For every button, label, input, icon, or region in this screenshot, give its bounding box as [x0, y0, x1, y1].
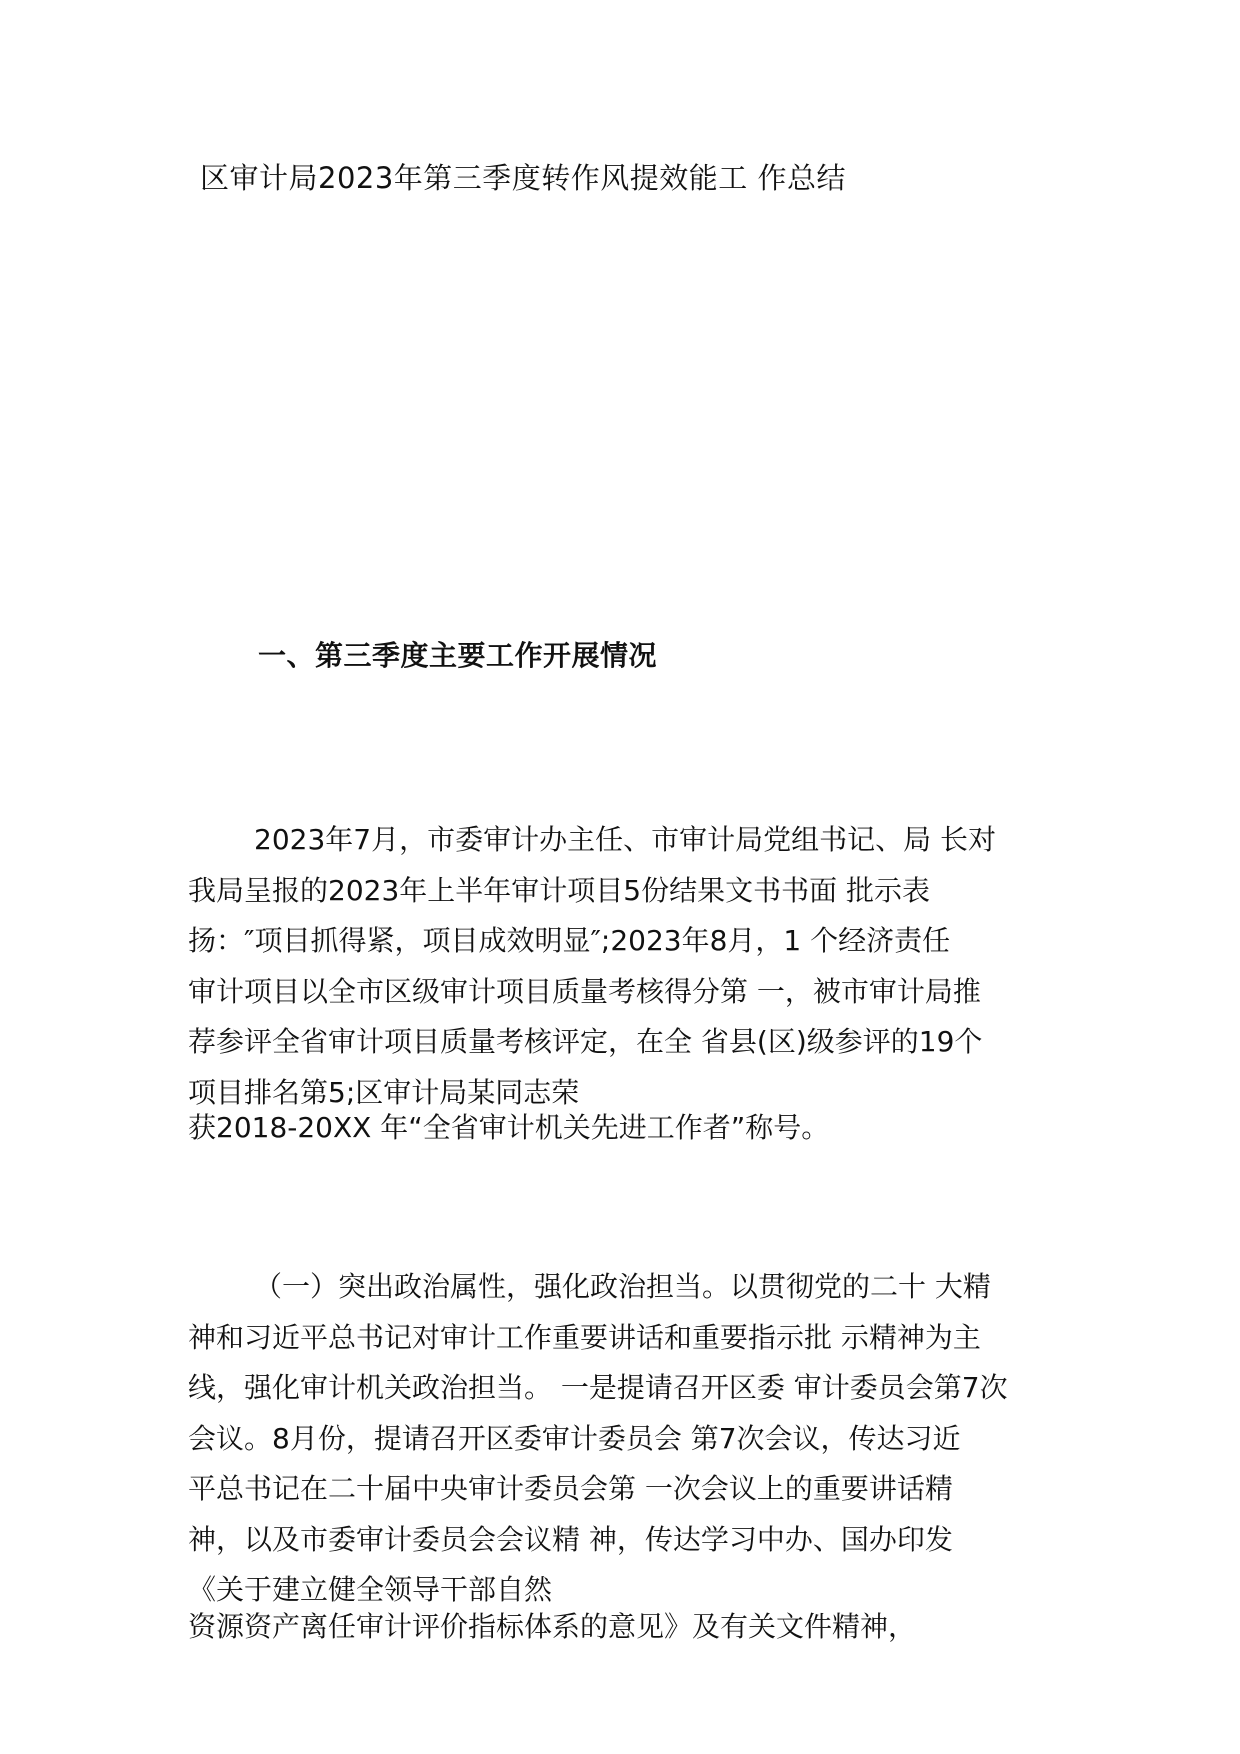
paragraph-line: （一）突出政治属性，强化政治担当。以贯彻党的二十 大精 [254, 1270, 991, 1303]
paragraph-line: 我局呈报的2023年上半年审计项目5份结果文书书面 批示表 [188, 873, 930, 907]
paragraph-award [188, 1103, 1054, 1154]
paragraph-line: 平总书记在二十届中央审计委员会第 一次会议上的重要讲话精 [188, 1472, 953, 1505]
paragraph-line: 会议。8月份，提请召开区委审计委员会 第7次会议，传达习近 [188, 1421, 961, 1455]
paragraph-line: 项目排名第5;区审计局某同志荣 [188, 1075, 580, 1109]
document-title: 区审计局2023年第三季度转作风提效能工 作总结 [200, 161, 847, 195]
paragraph-line: 2023年7月，市委审计办主任、市审计局党组书记、局 长对 [254, 823, 996, 856]
paragraph-line: 荐参评全省审计项目质量考核评定，在全 省县(区)级参评的19个 [188, 1025, 983, 1058]
paragraph-continuation [188, 1602, 1054, 1653]
paragraph-line: 神，以及市委审计委员会会议精 神，传达学习中办、国办印发 [188, 1522, 953, 1556]
paragraph-line: 神和习近平总书记对审计工作重要讲话和重要指示批 示精神为主 [188, 1320, 981, 1354]
paragraph-line: 线，强化审计机关政治担当。 一是提请召开区委 审计委员会第7次 [188, 1371, 1008, 1404]
paragraph-political [188, 1262, 1054, 1616]
paragraph-achievements [188, 815, 1054, 1118]
paragraph-line: 审计项目以全市区级审计项目质量考核得分第 一，被市审计局推 [188, 974, 981, 1008]
paragraph-line: 资源资产离任审计评价指标体系的意见》及有关文件精神， [188, 1610, 917, 1643]
paragraph-line: 获2018-20XX 年“全省审计机关先进工作者”称号。 [188, 1111, 830, 1144]
section-heading: 一、第三季度主要工作开展情况 [258, 639, 658, 672]
paragraph-line: 扬：″项目抓得紧，项目成效明显″;2023年8月，1 个经济责任 [188, 924, 951, 957]
paragraph-line: 《关于建立健全领导干部自然 [188, 1573, 553, 1606]
